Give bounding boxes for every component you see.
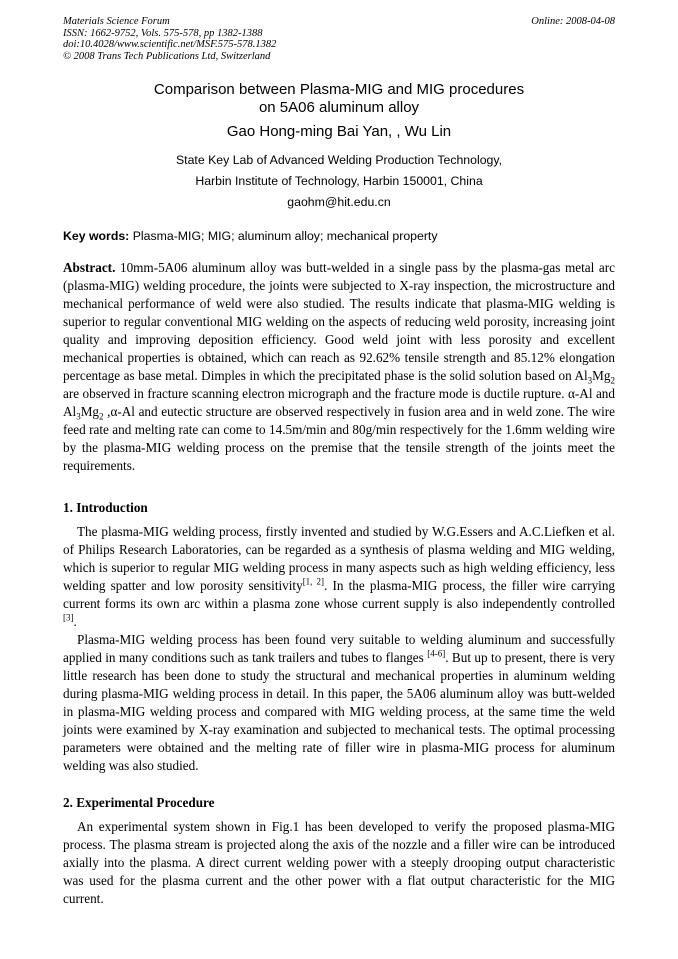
doi: doi:10.4028/www.scientific.net/MSF.575-578.1382 — [63, 39, 277, 50]
affiliation-line-2: Harbin Institute of Technology, Harbin 150001, China — [195, 174, 483, 188]
subscript: 3 — [587, 375, 593, 386]
journal-info — [63, 16, 276, 62]
keywords — [63, 229, 438, 243]
issn: ISSN: 1662-9752, Vols. 575-578, pp 1382-1388 — [63, 27, 263, 39]
subscript: 3 — [76, 411, 81, 422]
intro-paragraph-1 — [63, 523, 615, 631]
text-run: . In the plasma-MIG process, the filler wire carrying current forms its own arc within a plasma zone whose current supply is also independently controlled — [63, 578, 616, 611]
keywords-label: Key words: — [63, 229, 130, 243]
text-run: Mg — [80, 404, 100, 419]
section-heading-introduction: 1. Introduction — [63, 500, 148, 515]
paper-title — [0, 81, 678, 117]
citation: [4-6] — [427, 648, 446, 659]
abstract — [63, 259, 615, 475]
text-run: Plasma-MIG welding process has been found very suitable to welding aluminum and successfully applied in many conditions such as tank trailers and tubes to flanges — [63, 632, 615, 665]
subscript: 2 — [610, 375, 615, 386]
email: gaohm@hit.edu.cn — [287, 195, 391, 209]
run-label: Abstract. — [63, 260, 116, 275]
text-run: Mg — [592, 368, 611, 383]
text-run: . But up to present, there is very little research has been done to study the structural and mechanical properties in aluminum welding during plasma-MIG welding process in detail. In this paper, the 5A06 aluminum alloy was butt-welded in plasma-MIG welding process and compared with MIG welding process, at the same time the weld joints were examined by X-ray examination and subjected to mechanical tests. The optimal processing parameters were obtained and the melting rate of filler wire in plasma-MIG process for aluminum welding was also studied. — [63, 650, 615, 773]
text-run: The plasma-MIG welding process, firstly invented and studied by W.G.Essers and A.C.Liefken et al. of Philips Research Laboratories, can be regarded as a synthesis of plasma welding and MIG welding, which is superior to regular MIG welding process in many aspects such as high welding efficiency, less welding spatter and low porosity sensitivity — [63, 524, 615, 593]
text-run: are observed in fracture scanning electron micrograph and the fracture mode is ductile rupture. α-Al and Al — [63, 386, 615, 419]
text-run: 10mm-5A06 aluminum alloy was butt-welded in a single pass by the plasma-gas metal arc (plasma-MIG) welding procedure, the joints were subjected to X-ray inspection, the microstructure and mechanical performance of weld were also studied. The results indicate that plasma-MIG welding is superior to regular conventional MIG welding on the aspects of reducing weld porosity, increasing joint quality and improving deposition efficiency. Good weld joint with less porosity and excellent mechanical properties is obtained, which can reach as 92.62% tensile strength and 85.12% elongation percentage as base metal. Dimples in which the precipitated phase is the solid solution based on Al — [63, 260, 615, 383]
online-date: Online: 2008-04-08 — [531, 16, 615, 27]
text-run: ,α-Al and eutectic structure are observed respectively in fusion area and in weld zone. The wire feed rate and melting rate can come to 14.5m/min and 80g/min respectively for the 1.6mm welding wire by the plasma-MIG welding process on the premise that the tensile strength of the joints meet the requirements. — [63, 404, 615, 473]
affiliation — [0, 150, 678, 213]
section-heading-experimental: 2. Experimental Procedure — [63, 795, 215, 810]
citation: [3] — [63, 612, 74, 623]
affiliation-line-1: State Key Lab of Advanced Welding Production Technology, — [175, 153, 503, 167]
title-line-2: on 5A06 aluminum alloy — [258, 99, 420, 116]
subscript: 2 — [99, 411, 104, 422]
experimental-paragraph-1 — [63, 818, 615, 908]
text-run: . — [73, 614, 77, 629]
citation: [1, 2] — [302, 576, 325, 587]
copyright: © 2008 Trans Tech Publications Ltd, Switzerland — [63, 50, 271, 62]
intro-paragraph-2 — [63, 631, 615, 775]
text-run: An experimental system shown in Fig.1 has been developed to verify the proposed plasma-MIG process. The plasma stream is projected along the axis of the nozzle and a filler wire can be introduced axially into the plasma. A direct current welding power with a steeply drooping output characteristic was used for the plasma current and the other power with a flat output characteristic for the MIG current. — [63, 819, 615, 906]
authors: Gao Hong-ming Bai Yan, , Wu Lin — [226, 123, 452, 140]
journal-name: Materials Science Forum — [63, 16, 170, 27]
keywords-text: Plasma-MIG; MIG; aluminum alloy; mechanical property — [129, 229, 438, 243]
title-line-1: Comparison between Plasma-MIG and MIG procedures — [153, 81, 525, 98]
